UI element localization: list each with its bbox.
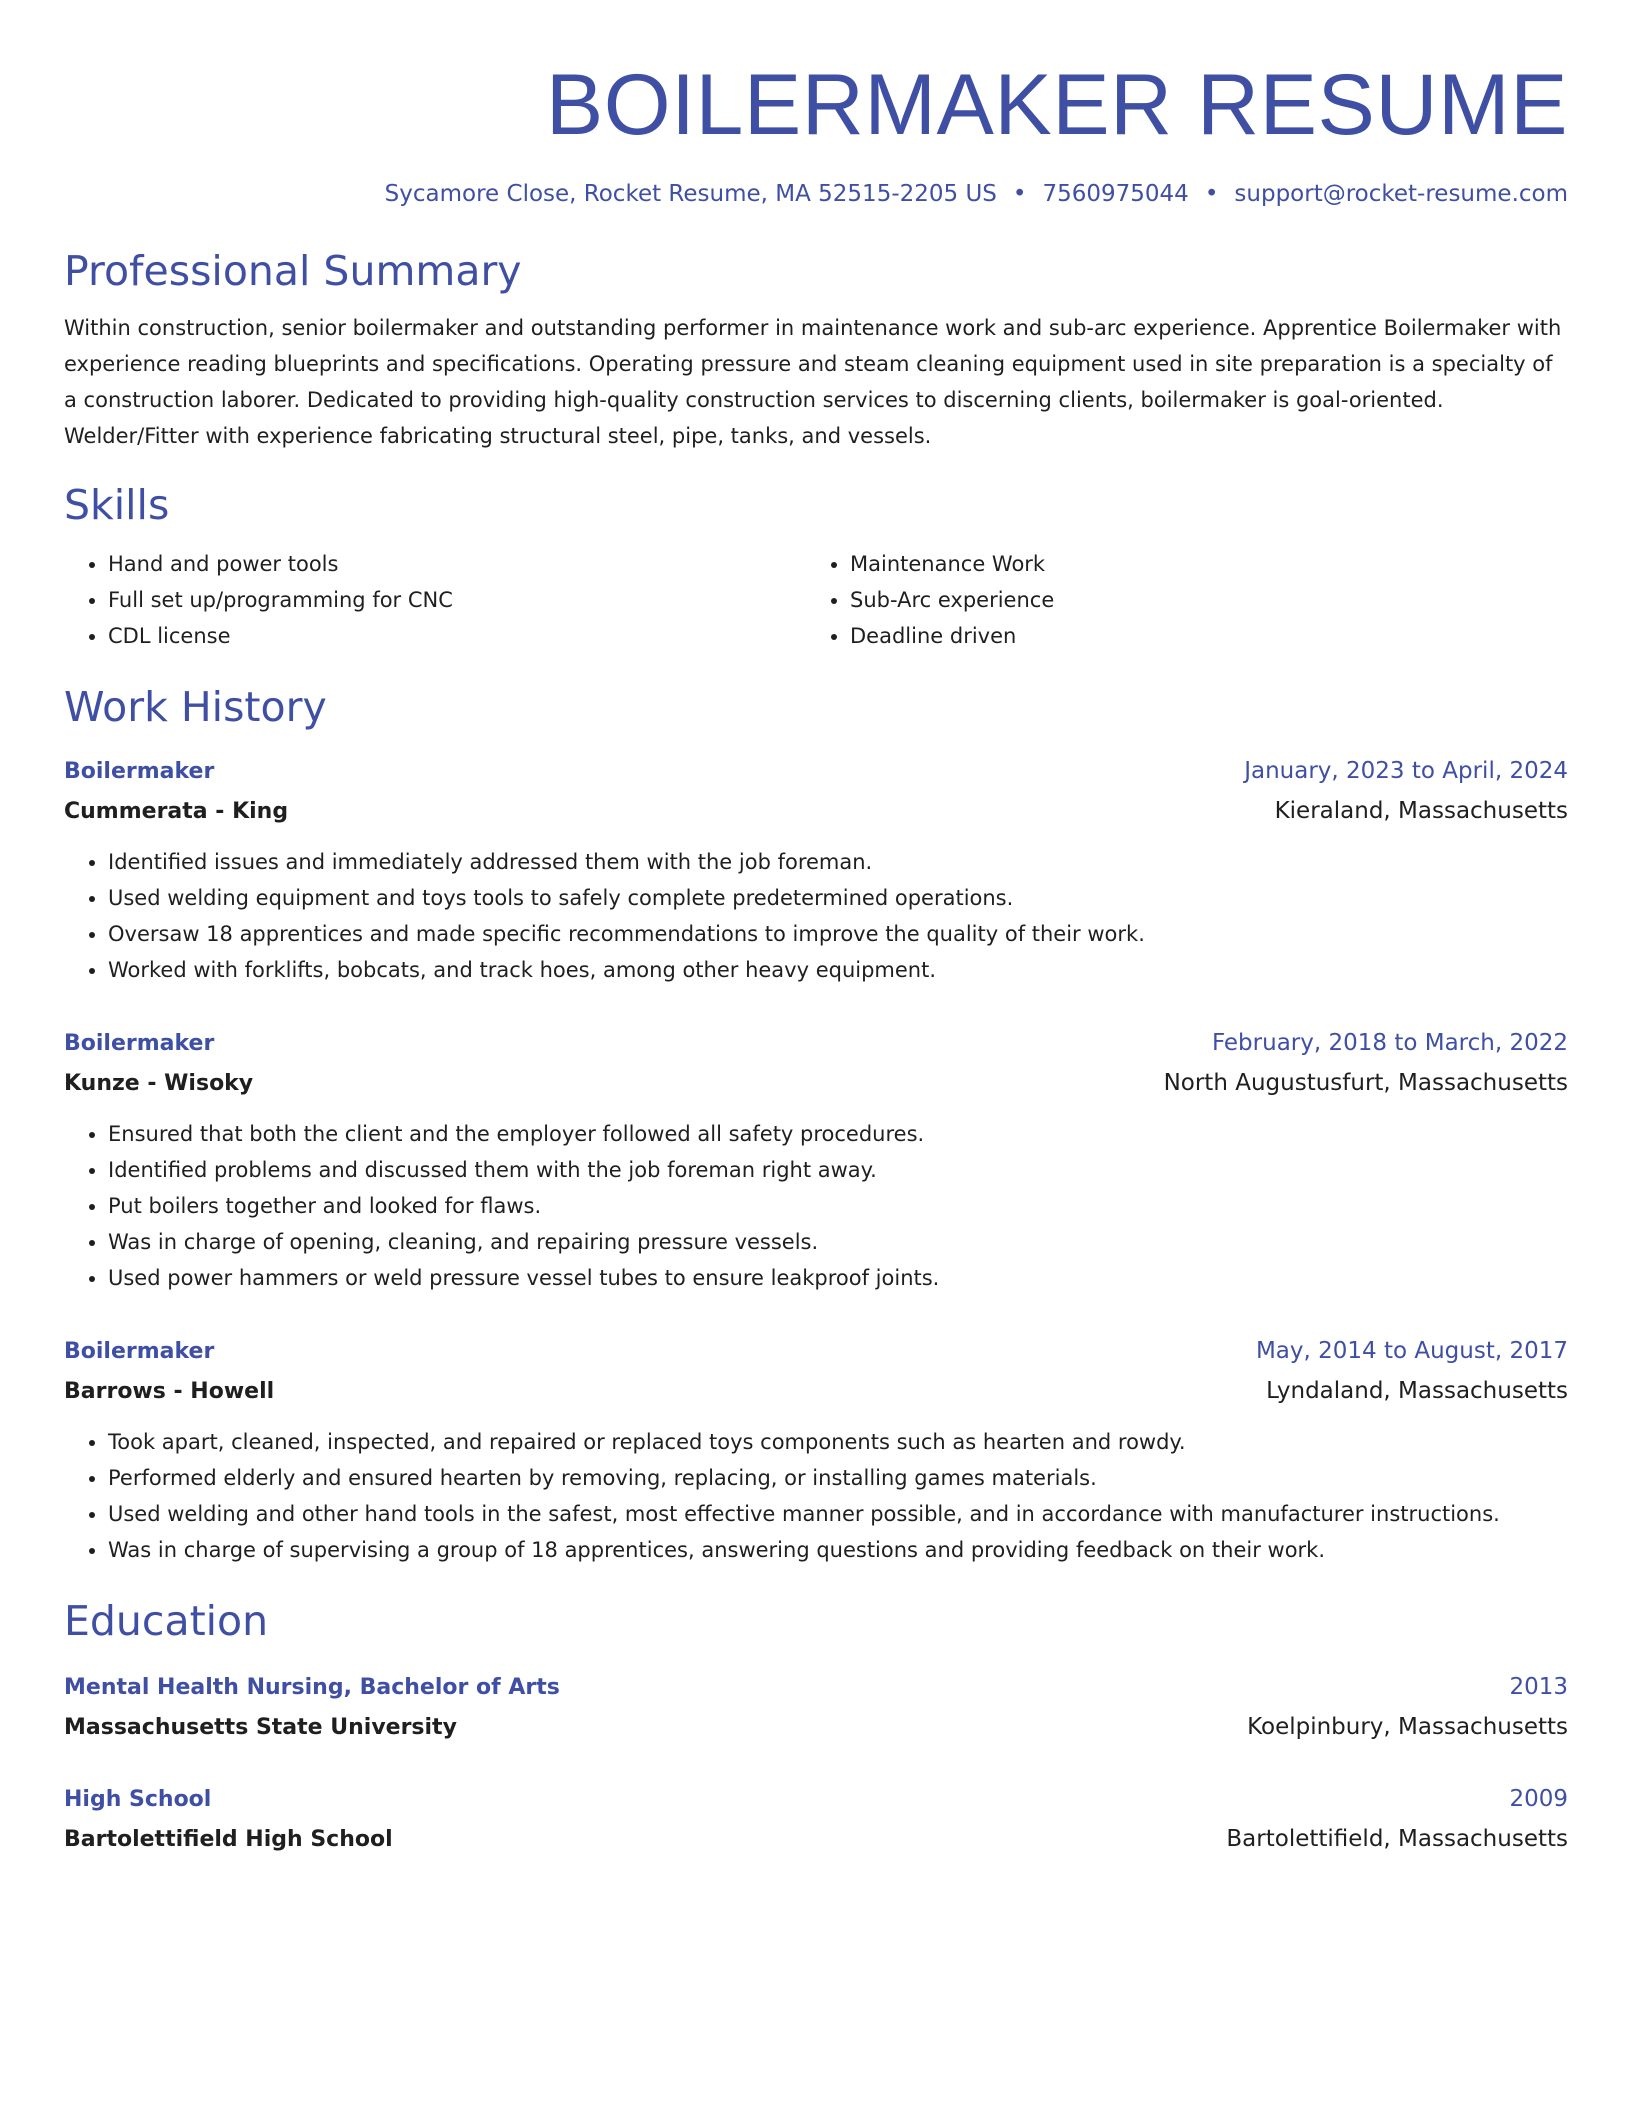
job-location: North Augustusfurt, Massachusetts: [1163, 1070, 1568, 1096]
contact-email: support@rocket-resume.com: [1234, 181, 1568, 207]
job-bullet: • Put boilers together and looked for flaws.: [108, 1188, 1568, 1224]
contact-phone: 7560975044: [1042, 181, 1189, 207]
education-header-row: [64, 1668, 1568, 1707]
skill-item: • Hand and power tools: [108, 546, 806, 582]
job-role: Boilermaker: [64, 1339, 215, 1364]
job-entry: [64, 752, 1568, 988]
education-entry: [64, 1780, 1568, 1860]
education-school-row: [64, 1819, 1568, 1860]
job-company: Kunze - Wisoky: [64, 1071, 254, 1096]
job-header-row: [64, 752, 1568, 791]
job-role: Boilermaker: [64, 759, 215, 784]
job-location: Kieraland, Massachusetts: [1274, 798, 1568, 824]
job-bullets: [64, 1424, 1568, 1568]
skills-column-left: [64, 546, 806, 654]
job-bullet: • Was in charge of opening, cleaning, and repairing pressure vessels.: [108, 1224, 1568, 1260]
separator-dot: •: [1012, 181, 1027, 207]
summary-heading: Professional Summary: [64, 247, 522, 295]
job-bullet: • Identified issues and immediately addressed them with the job foreman.: [108, 844, 1568, 880]
education-entry: [64, 1668, 1568, 1748]
job-company: Cummerata - King: [64, 799, 289, 824]
job-company-row: [64, 1371, 1568, 1412]
contact-address: Sycamore Close, Rocket Resume, MA 52515-2205 US: [384, 181, 997, 207]
job-bullet: • Ensured that both the client and the employer followed all safety procedures.: [108, 1116, 1568, 1152]
job-bullet: • Oversaw 18 apprentices and made specific recommendations to improve the quality of their work.: [108, 916, 1568, 952]
contact-line: [64, 178, 1568, 210]
job-bullets: [64, 844, 1568, 988]
skill-item: • Full set up/programming for CNC: [108, 582, 806, 618]
job-dates: January, 2023 to April, 2024: [1244, 758, 1568, 784]
job-bullet: • Used welding equipment and toys tools to safely complete predetermined operations.: [108, 880, 1568, 916]
skills-column-right: [806, 546, 1548, 654]
education-heading: Education: [64, 1597, 269, 1645]
job-dates: February, 2018 to March, 2022: [1211, 1030, 1568, 1056]
skill-item: • CDL license: [108, 618, 806, 654]
job-dates: May, 2014 to August, 2017: [1255, 1338, 1568, 1364]
separator-dot: •: [1204, 181, 1219, 207]
job-header-row: [64, 1024, 1568, 1063]
job-bullet: • Identified problems and discussed them with the job foreman right away.: [108, 1152, 1568, 1188]
skills-list: [64, 546, 1568, 654]
work-history-heading: Work History: [64, 683, 327, 731]
job-bullet: • Performed elderly and ensured hearten by removing, replacing, or installing games materials.: [108, 1460, 1568, 1496]
education-school-row: [64, 1707, 1568, 1748]
job-bullet: • Was in charge of supervising a group of 18 apprentices, answering questions and providing feedback on their work.: [108, 1532, 1568, 1568]
summary-text: Within construction, senior boilermaker and outstanding performer in maintenance work and sub-arc experience. Apprentice Boilermaker with experience reading blueprints and specifications. Operating pressure and steam cleaning equipment used in site preparation is a specialty of a construction laborer. Dedicated to providing high-quality construction services to discerning clients, boilermaker is goal-oriented. Welder/Fitter with experience fabricating structural steel, pipe, tanks, and vessels.: [64, 316, 1562, 448]
job-entry: [64, 1332, 1568, 1568]
job-header-row: [64, 1332, 1568, 1371]
job-company-row: [64, 1063, 1568, 1104]
education-degree: High School: [64, 1787, 212, 1812]
resume-title: BOILERMAKER RESUME: [545, 57, 1568, 153]
education-school: Massachusetts State University: [64, 1715, 457, 1740]
skill-item: • Sub-Arc experience: [850, 582, 1548, 618]
resume-header: [64, 56, 1568, 210]
job-bullet: • Worked with forklifts, bobcats, and track hoes, among other heavy equipment.: [108, 952, 1568, 988]
job-bullets: [64, 1116, 1568, 1296]
education-location: Koelpinbury, Massachusetts: [1247, 1714, 1568, 1740]
job-bullet: • Used welding and other hand tools in the safest, most effective manner possible, and in accordance with manufacturer instructions.: [108, 1496, 1568, 1532]
education-year: 2009: [1509, 1786, 1568, 1812]
education-school: Bartolettifield High School: [64, 1827, 393, 1852]
job-company: Barrows - Howell: [64, 1379, 275, 1404]
job-bullet: • Used power hammers or weld pressure vessel tubes to ensure leakproof joints.: [108, 1260, 1568, 1296]
education-location: Bartolettifield, Massachusetts: [1226, 1826, 1568, 1852]
job-location: Lyndaland, Massachusetts: [1266, 1378, 1568, 1404]
education-year: 2013: [1509, 1674, 1568, 1700]
job-company-row: [64, 791, 1568, 832]
skill-item: • Deadline driven: [850, 618, 1548, 654]
job-entry: [64, 1024, 1568, 1296]
education-degree: Mental Health Nursing, Bachelor of Arts: [64, 1675, 560, 1700]
skills-heading: Skills: [64, 481, 170, 529]
job-bullet: • Took apart, cleaned, inspected, and repaired or replaced toys components such as hearten and rowdy.: [108, 1424, 1568, 1460]
job-role: Boilermaker: [64, 1031, 215, 1056]
education-header-row: [64, 1780, 1568, 1819]
skill-item: • Maintenance Work: [850, 546, 1548, 582]
